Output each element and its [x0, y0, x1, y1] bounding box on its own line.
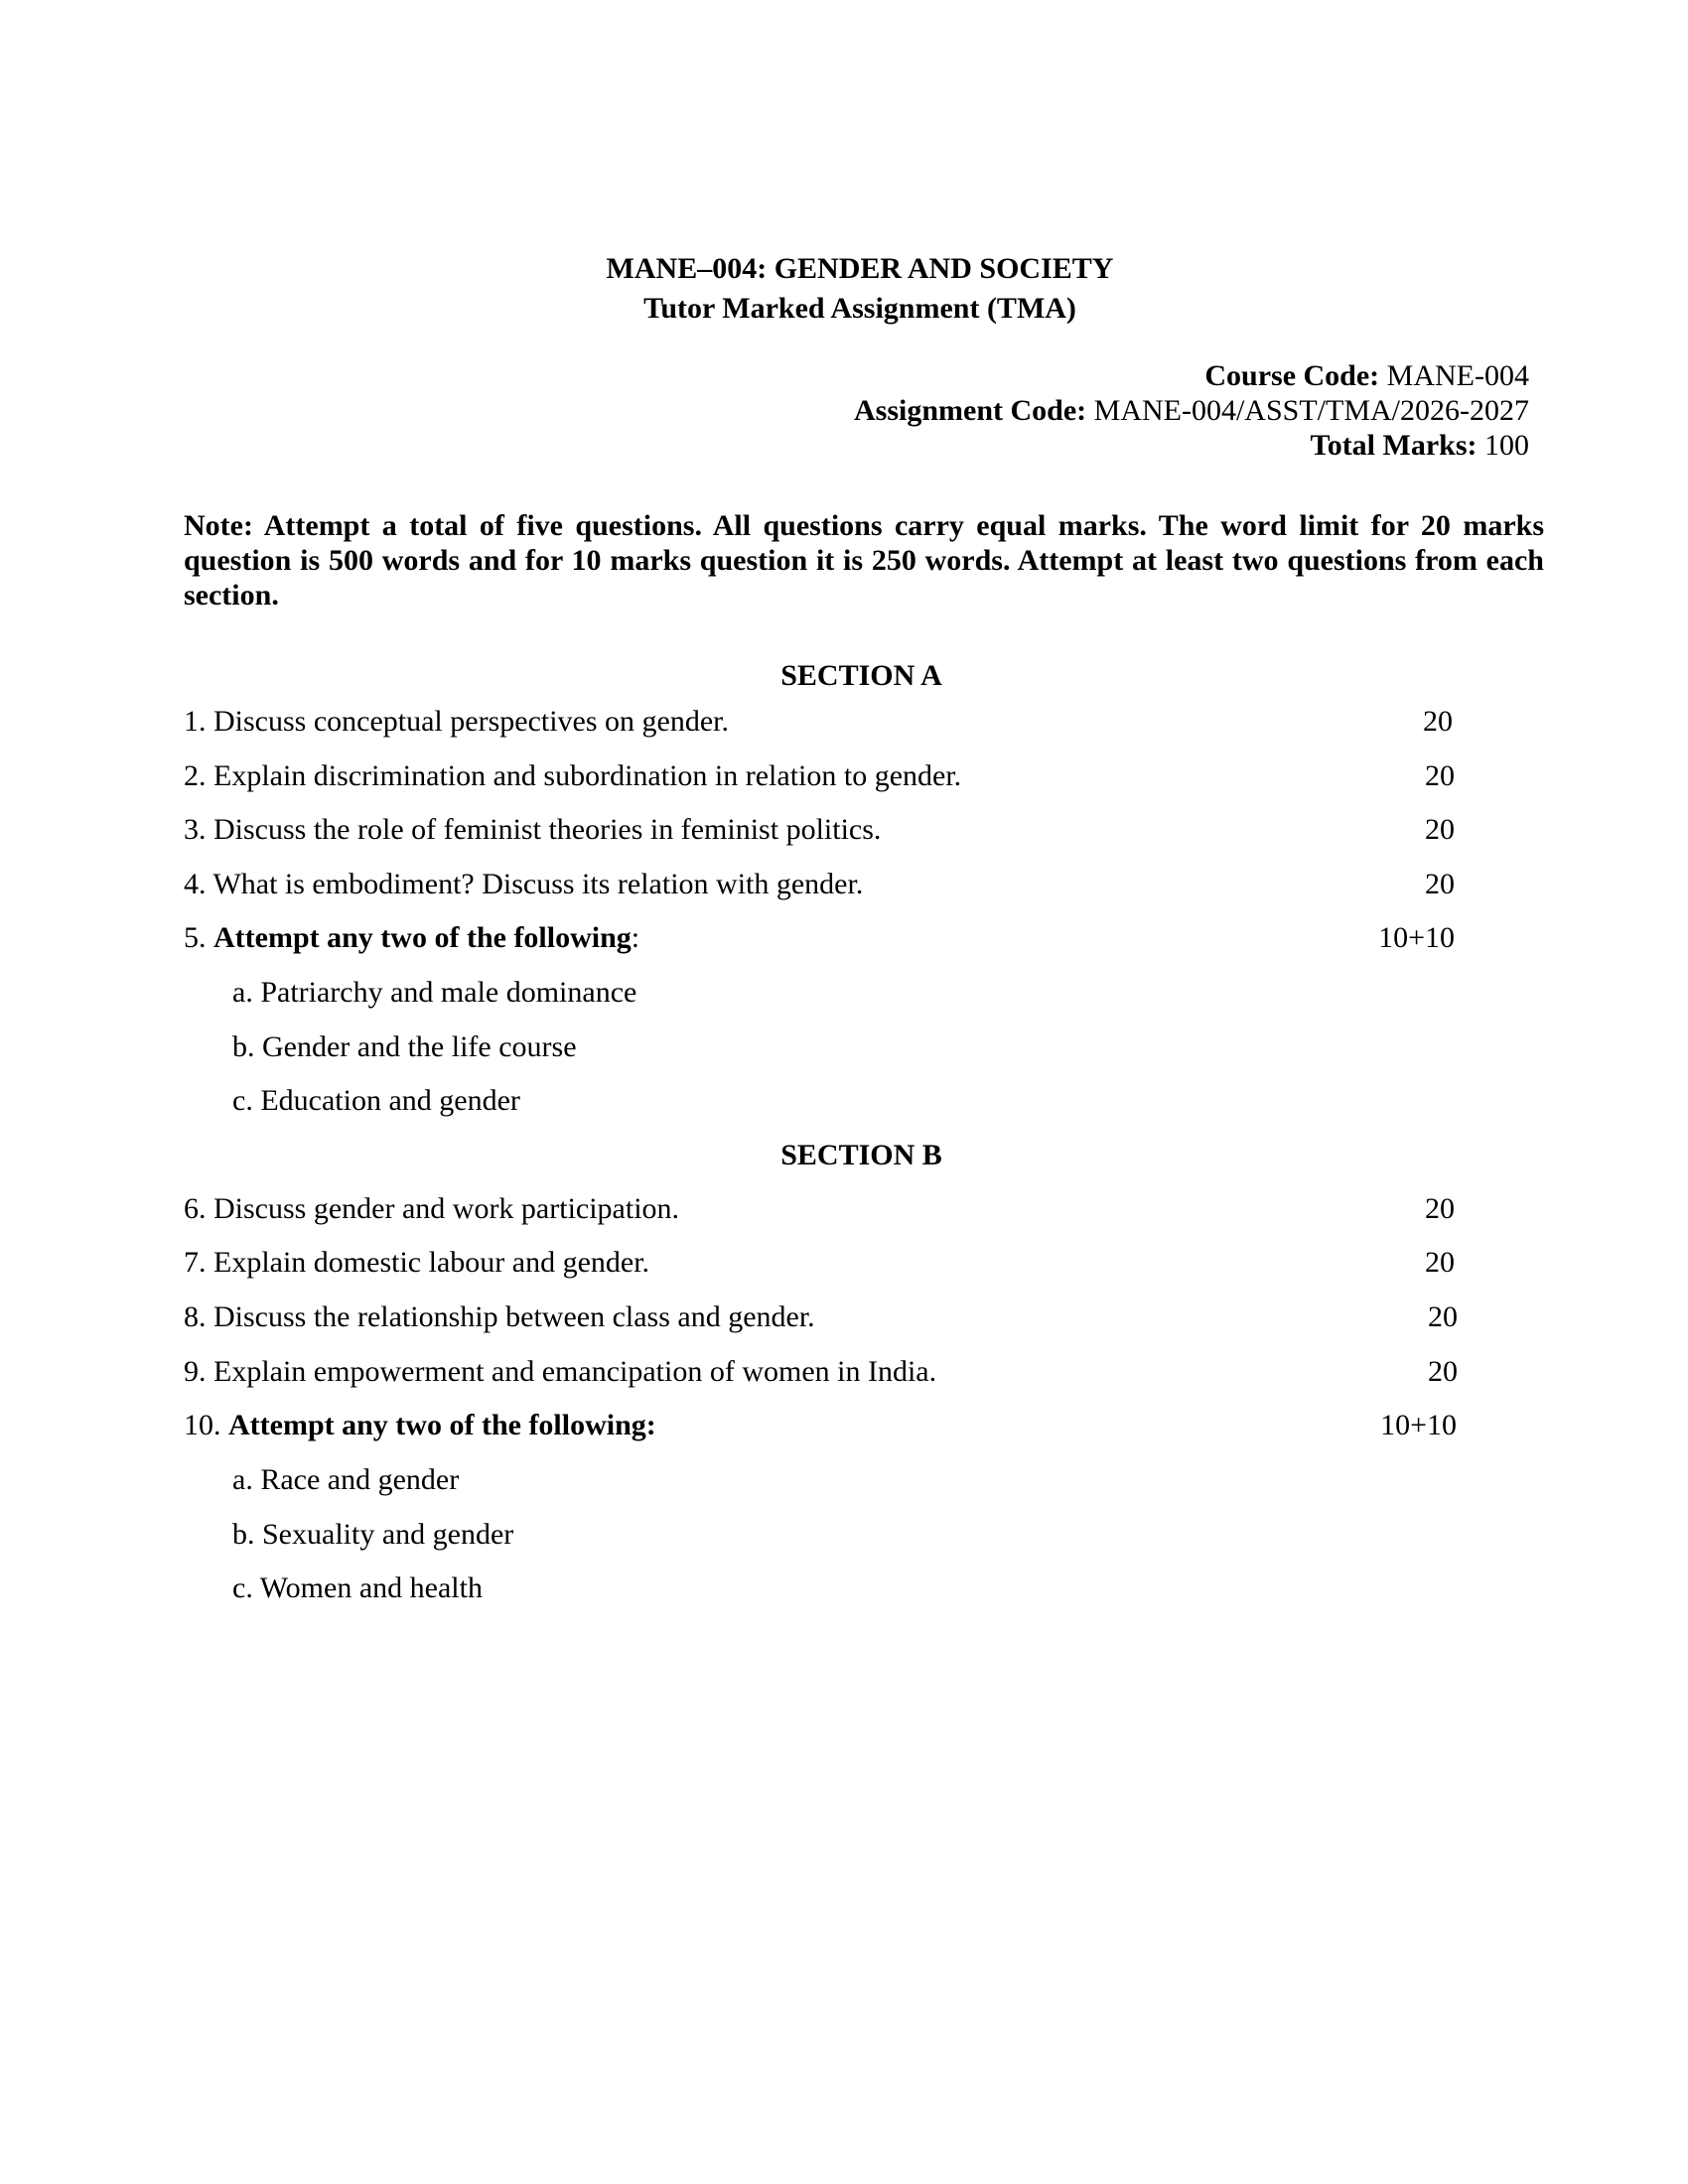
- document-title: MANE–004: GENDER AND SOCIETY: [606, 252, 1114, 285]
- question-3: 3. Discuss the role of feminist theories in feminist politics.: [184, 813, 882, 846]
- question-5: [184, 919, 639, 957]
- question-6: 6. Discuss gender and work participation.: [184, 1192, 680, 1225]
- question-1-marks: 20: [1423, 705, 1453, 738]
- question-9-marks: 20: [1428, 1355, 1458, 1388]
- question-6-marks: 20: [1425, 1192, 1455, 1225]
- question-8: 8. Discuss the relationship between class and gender.: [184, 1300, 815, 1333]
- question-2-marks: 20: [1425, 759, 1455, 792]
- question-7: 7. Explain domestic labour and gender.: [184, 1246, 650, 1279]
- course-code-value: MANE-004: [1379, 359, 1529, 392]
- total-marks: [1310, 427, 1529, 465]
- question-4-marks: 20: [1425, 868, 1455, 900]
- question-10-marks: 10+10: [1380, 1409, 1457, 1441]
- question-5-option-a: a. Patriarchy and male dominance: [232, 976, 637, 1009]
- question-5-number: 5.: [184, 921, 213, 954]
- question-4: 4. What is embodiment? Discuss its relation with gender.: [184, 868, 864, 900]
- question-5-text: Attempt any two of the following: [213, 921, 632, 954]
- question-10: [184, 1407, 656, 1444]
- question-8-marks: 20: [1428, 1300, 1458, 1333]
- question-10-option-b: b. Sexuality and gender: [232, 1518, 514, 1551]
- assignment-code: [854, 392, 1529, 430]
- question-2: 2. Explain discrimination and subordination in relation to gender.: [184, 759, 962, 792]
- question-5-option-b: b. Gender and the life course: [232, 1030, 577, 1063]
- question-1: 1. Discuss conceptual perspectives on gender.: [184, 705, 730, 738]
- total-marks-label: Total Marks:: [1310, 429, 1477, 462]
- section-b-heading: SECTION B: [780, 1139, 942, 1171]
- assignment-code-value: MANE-004/ASST/TMA/2026-2027: [1086, 394, 1529, 427]
- question-10-text: Attempt any two of the following:: [228, 1409, 656, 1441]
- question-10-option-c: c. Women and health: [232, 1571, 483, 1604]
- instructions-note: Note: Attempt a total of five questions. All questions carry equal marks. The word limit for 20 marks question is 500 words and for 10 marks question it is 250 words. Attempt at least two questions from each section.: [184, 509, 1544, 612]
- question-5-option-c: c. Education and gender: [232, 1084, 520, 1117]
- question-3-marks: 20: [1425, 813, 1455, 846]
- course-code: [1204, 357, 1529, 395]
- question-5-marks: 10+10: [1378, 921, 1455, 954]
- course-code-label: Course Code:: [1204, 359, 1380, 392]
- question-9: 9. Explain empowerment and emancipation of women in India.: [184, 1355, 937, 1388]
- question-10-option-a: a. Race and gender: [232, 1463, 460, 1496]
- document-subtitle: Tutor Marked Assignment (TMA): [643, 292, 1076, 325]
- question-10-number: 10.: [184, 1409, 228, 1441]
- question-5-suffix: :: [631, 921, 640, 954]
- assignment-code-label: Assignment Code:: [853, 394, 1087, 427]
- section-a-heading: SECTION A: [780, 659, 942, 692]
- question-7-marks: 20: [1425, 1246, 1455, 1279]
- total-marks-value: 100: [1477, 429, 1529, 462]
